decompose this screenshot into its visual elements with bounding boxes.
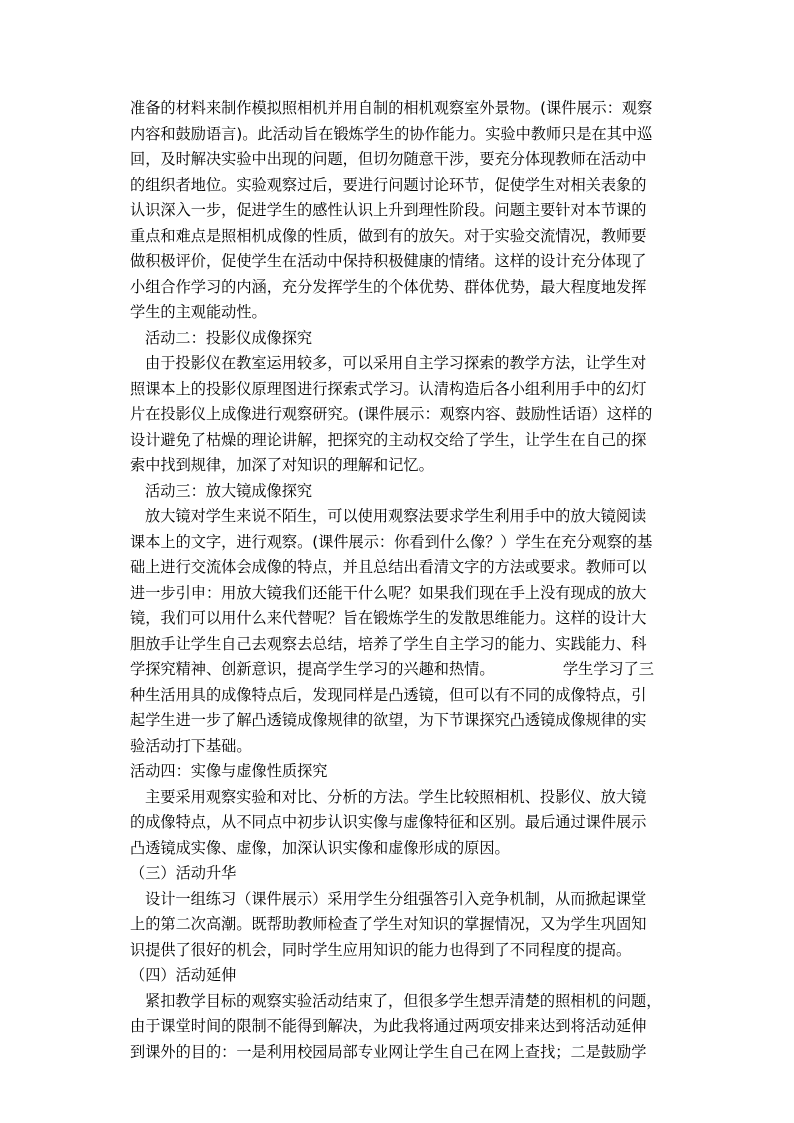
text-line: 做积极评价，促使学生在活动中保持积极健康的情绪。这样的设计充分体现了 <box>130 252 647 270</box>
text-line: 进一步引申：用放大镜我们还能干什么呢？如果我们现在手上没有现成的放大 <box>130 583 647 602</box>
text-line: 课本上的文字，进行观察。(课件展示：你看到什么像？）学生在充分观察的基 <box>130 532 653 551</box>
text-line: 紧扣教学目标的观察实验活动结束了，但很多学生想弄清楚的照相机的问题， <box>145 991 662 1010</box>
section-heading: 活动三：放大镜成像探究 <box>145 481 313 500</box>
text-line: 胆放手让学生自己去观察去总结，培养了学生自主学习的能力、实践能力、科 <box>130 634 647 653</box>
text-line: 准备的材料来制作模拟照相机并用自制的相机观察室外景物。(课件展示：观察 <box>130 99 653 117</box>
text-line: 索中找到规律，加深了对知识的理解和记忆。 <box>130 456 434 474</box>
text-line: 由于投影仪在教室运用较多，可以采用自主学习探索的教学方法，让学生对 <box>145 354 647 372</box>
text-line: 起学生进一步了解凸透镜成像规律的欲望，为下节课探究凸透镜成像规律的实 <box>130 711 647 729</box>
document-body <box>130 96 676 1065</box>
section-heading: 活动二：投影仪成像探究 <box>145 328 313 347</box>
text-line: 凸透镜成实像、虚像，加深认识实像和虚像形成的原因。 <box>130 838 510 857</box>
text-line: 的成像特点，从不同点中初步认识实像与虚像特征和区别。最后通过课件展示 <box>130 813 647 831</box>
text-line: 片在投影仪上成像进行观察研究。(课件展示：观察内容、鼓励性话语）这样的 <box>130 405 653 423</box>
text-line: 小组合作学习的内涵，充分发挥学生的个体优势、群体优势，最大程度地发挥 <box>130 277 647 296</box>
text-line: 础上进行交流体会成像的特点，并且总结出看清文字的方法或要求。教师可以 <box>130 558 647 576</box>
text-line: 内容和鼓励语言)。此活动旨在锻炼学生的协作能力。实验中教师只是在其中巡 <box>130 124 653 143</box>
text-line: 镜，我们可以用什么来代替呢？旨在锻炼学生的发散思维能力。这样的设计大 <box>130 609 647 627</box>
text-line: 验活动打下基础。 <box>130 736 252 755</box>
text-line: 设计避免了枯燥的理论讲解，把探究的主动权交给了学生，让学生在自己的探 <box>130 430 647 449</box>
section-heading: （四）活动延伸 <box>130 966 237 984</box>
text-line: 认识深入一步，促进学生的感性认识上升到理性阶段。问题主要针对本节课的 <box>130 201 647 219</box>
text-line: 主要采用观察实验和对比、分析的方法。学生比较照相机、投影仪、放大镜 <box>145 787 647 806</box>
text-line: 设计一组练习（课件展示）采用学生分组强答引入竞争机制，从而掀起课堂 <box>145 889 647 908</box>
text-line: 到课外的目的：一是利用校园局部专业网让学生自己在网上查找；二是鼓励学 <box>130 1042 647 1061</box>
text-line: 种生活用具的成像特点后，发现同样是凸透镜，但可以有不同的成像特点，引 <box>130 685 647 704</box>
text-line: 重点和难点是照相机成像的性质，做到有的放矢。对于实验交流情况，教师要 <box>130 226 647 245</box>
section-heading: （三）活动升华 <box>130 864 237 882</box>
text-line: 放大镜对学生来说不陌生，可以使用观察法要求学生利用手中的放大镜阅读 <box>145 507 647 525</box>
text-line: 的组织者地位。实验观察过后，要进行问题讨论环节，促使学生对相关表象的 <box>130 175 647 194</box>
text-line: 照课本上的投影仪原理图进行探索式学习。认清构造后各小组利用手中的幻灯 <box>130 379 647 398</box>
section-heading: 活动四：实像与虚像性质探究 <box>130 762 328 780</box>
text-line: 识提供了很好的机会，同时学生应用知识的能力也得到了不同程度的提高。 <box>130 940 632 959</box>
text-line: 学生的主观能动性。 <box>130 303 267 321</box>
text-line: 回，及时解决实验中出现的问题，但切勿随意干涉，要充分体现教师在活动中 <box>130 150 647 168</box>
text-line: 由于课堂时间的限制不能得到解决，为此我将通过两项安排来达到将活动延伸 <box>130 1017 647 1035</box>
text-line: 上的第二次高潮。既帮助教师检查了学生对知识的掌握情况，又为学生巩固知 <box>130 915 647 933</box>
text-line: 学探究精神、创新意识，提高学生学习的兴趣和热情。 学生学习了三 <box>130 660 654 678</box>
